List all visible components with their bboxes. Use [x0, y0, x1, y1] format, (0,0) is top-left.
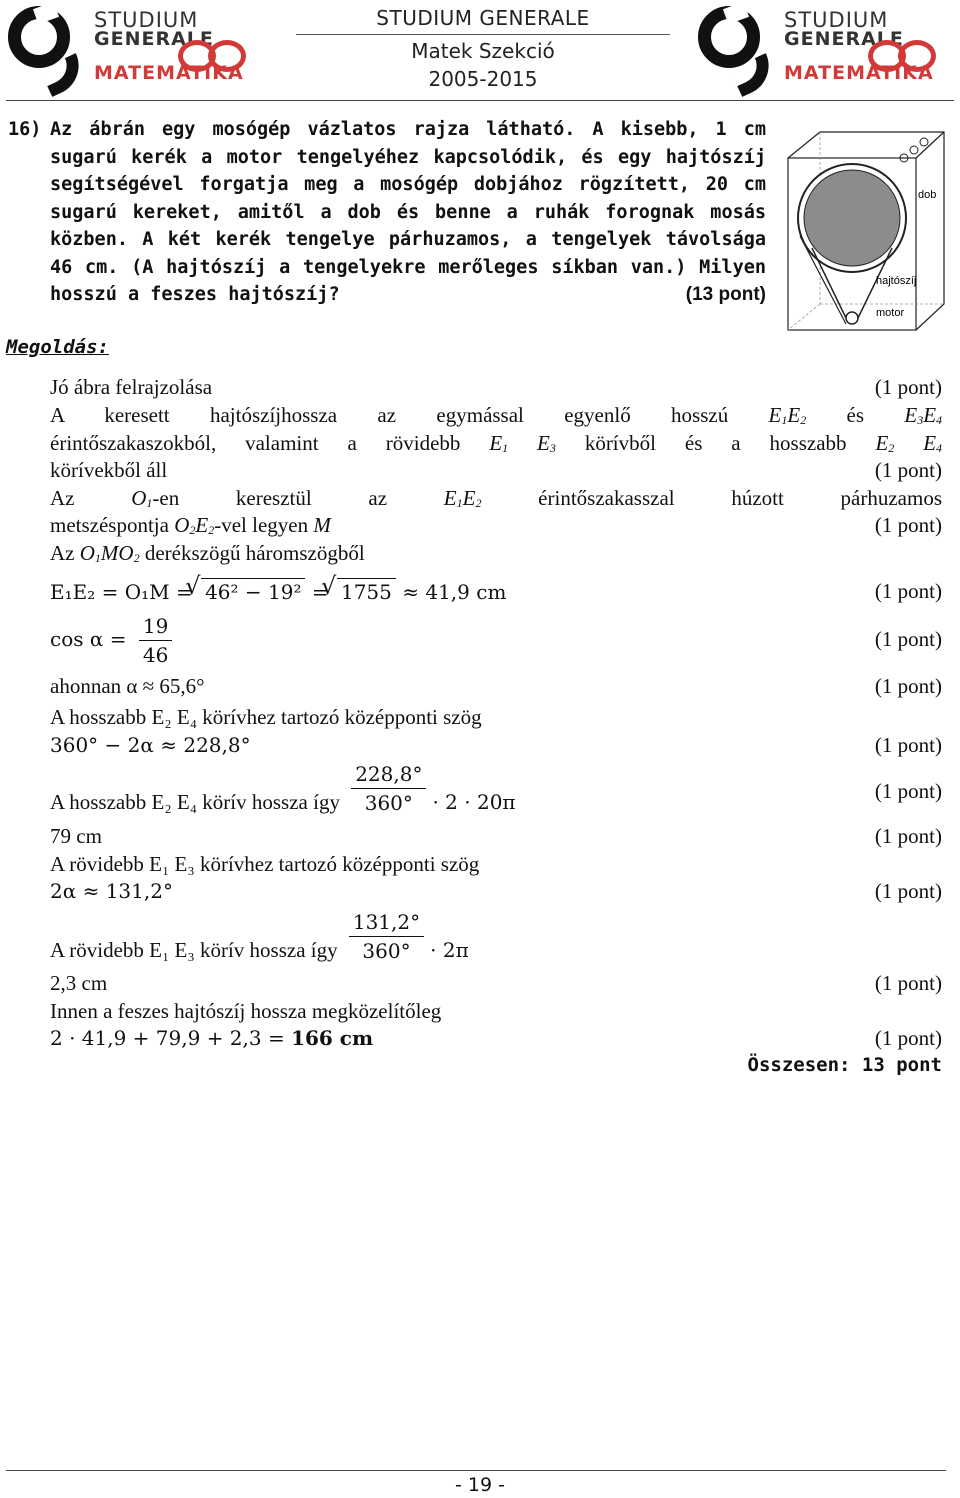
- logo-line3: MATEMATIKA: [94, 62, 244, 84]
- point-label: (1 pont): [874, 579, 942, 603]
- logo-line2: GENERALE: [94, 28, 214, 50]
- header-divider: [6, 100, 954, 101]
- logo-line1: STUDIUM: [784, 8, 889, 32]
- header-rule: [296, 34, 670, 35]
- header-subtitle: Matek Szekció: [411, 39, 555, 63]
- point-label: (1 pont): [874, 1026, 942, 1050]
- problem-text: Az ábrán egy mosógép vázlatos rajza látható. A kisebb, 1 cm sugarú kerék a motor tengelyéhez kapcsolódik, és egy hajtószíj segítségével forgatja meg a mosógép dobjához rögzített, 20 cm sugarú kereket, amitől a dob és benne a ruhák forognak mosás közben. A két kerék tengelye párhuzamos, a tengelyek távolsága 46 cm. (A hajtószíj a tengelyekre merőleges síkban van.) Milyen hosszú a feszes hajtószíj?: [50, 119, 766, 305]
- point-label: (1 pont): [874, 879, 942, 903]
- equation-final: 2 · 41,9 + 79,9 + 2,3 = 166 cm (1 pont): [50, 1026, 942, 1050]
- header-center: [296, 0, 670, 91]
- solution-title: Megoldás:: [6, 336, 109, 358]
- equation-central-angle: 360° − 2α ≈ 228,8° (1 pont): [50, 733, 942, 757]
- label-motor: motor: [876, 307, 905, 319]
- problem-number: 16): [8, 119, 42, 140]
- logo-line1: STUDIUM: [94, 8, 199, 32]
- solution-line: Innen a feszes hajtószíj hossza megközelítőleg: [50, 999, 442, 1023]
- final-answer: 166 cm: [291, 1026, 374, 1050]
- logo-right: [692, 2, 932, 94]
- point-label: (1 pont): [874, 627, 942, 651]
- point-label: (1 pont): [874, 971, 942, 995]
- problem-statement: [8, 116, 766, 309]
- solution-line: Az $O_1-en$ keresztül az $E_1E_2$ érintőszakasszal húzott párhuzamos: [50, 486, 942, 510]
- solution-line: A rövidebb E₁ E₃ körívhez tartozó középponti szög: [50, 852, 480, 876]
- solution-line: metszéspontja $O_2E_2$-vel legyen M (1 pont): [50, 513, 942, 537]
- solution-line: Az $O_1MO_2$ derékszögű háromszögből: [50, 541, 365, 565]
- point-label: (1 pont): [874, 513, 942, 537]
- header-title: STUDIUM GENERALE: [376, 6, 590, 30]
- problem-points: (13 pont): [685, 284, 766, 305]
- solution-line: A hosszabb E₂ E₄ körív hossza így $\frac{228,8^\circ}{360^\circ}$ · 2 · 20π (1 pont): [50, 762, 942, 815]
- label-hajtoszij: hajtószíj: [876, 275, 917, 287]
- solution-line: 2,3 cm (1 pont): [50, 971, 942, 995]
- logo-line2: GENERALE: [784, 28, 904, 50]
- solution-line: A rövidebb E₁ E₃ körív hossza így $\frac{131,2^\circ}{360^\circ}$ · 2π: [50, 910, 469, 963]
- point-label: (1 pont): [874, 375, 942, 399]
- point-label: (1 pont): [874, 458, 942, 482]
- solution-line: Jó ábra felrajzolása (1 pont): [50, 375, 942, 399]
- washing-machine-figure: [780, 128, 948, 334]
- logo-line3: MATEMATIKA: [784, 62, 934, 84]
- footer-divider: [6, 1470, 946, 1471]
- solution-line: körívekből áll (1 pont): [50, 458, 942, 482]
- solution-line: A keresett hajtószíjhossza az egymással egyenlő hosszú $E_1E_2$ és $E_3E_4$: [50, 403, 943, 427]
- solution-line: A hosszabb E₂ E₄ körívhez tartozó középponti szög: [50, 705, 482, 729]
- label-dob: dob: [918, 189, 937, 201]
- total-points: Összesen: 13 pont: [747, 1054, 942, 1076]
- equation-cos: cos α = $\frac{19}{46}$ (1 pont): [50, 614, 942, 667]
- header-years: 2005-2015: [428, 67, 538, 91]
- point-label: (1 pont): [874, 779, 942, 803]
- point-label: (1 pont): [874, 674, 942, 698]
- equation-short-angle: 2α ≈ 131,2° (1 pont): [50, 879, 942, 903]
- logo-left: [2, 2, 242, 94]
- solution-line: ahonnan α ≈ 65,6° (1 pont): [50, 674, 942, 698]
- solution-line: érintőszakaszokból, valamint a rövidebb $E_1$ $E_3$ körívből és a hosszabb $E_2$ $E_4$: [50, 431, 943, 455]
- page-number: - 19 -: [455, 1474, 505, 1496]
- solution-line: 79 cm (1 pont): [50, 824, 942, 848]
- point-label: (1 pont): [874, 824, 942, 848]
- point-label: (1 pont): [874, 733, 942, 757]
- equation-tangent-length: E₁E₂ = O₁M = √ 46² − 19² = √ 1755 ≈ 41,9 cm (1 pont): [50, 578, 942, 606]
